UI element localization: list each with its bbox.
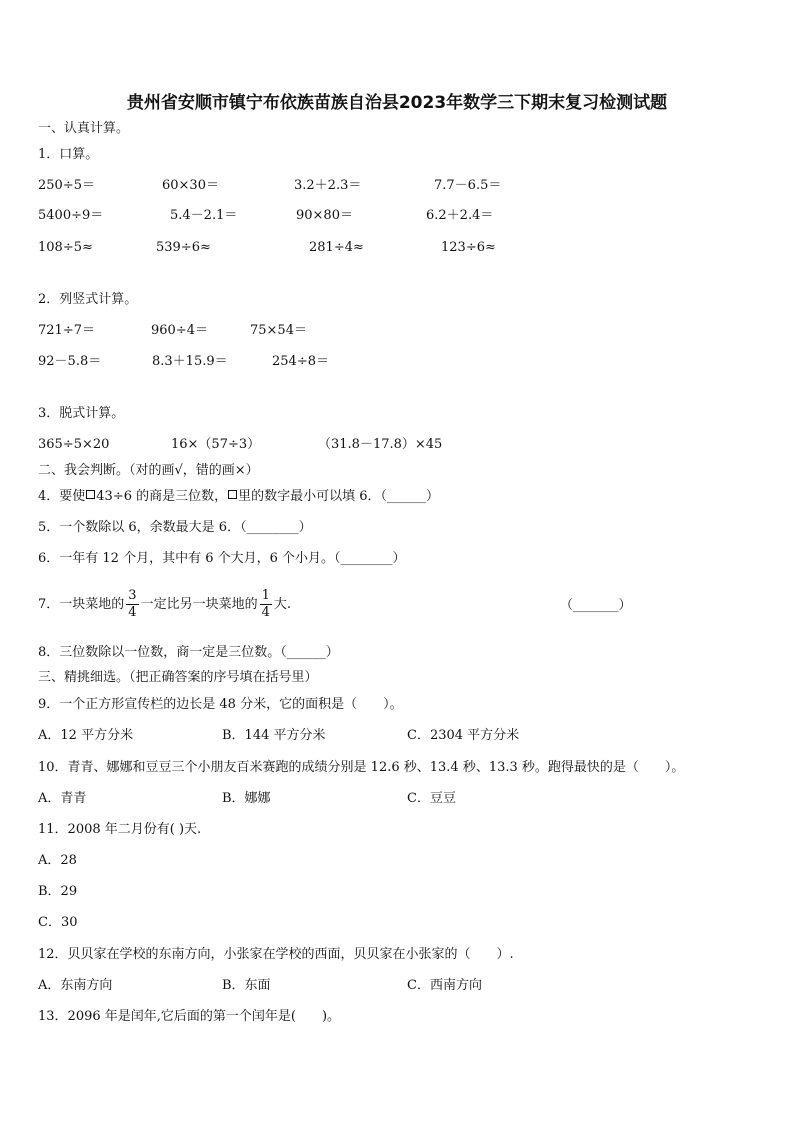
q9: 9．一个正方形宣传栏的边长是 48 分米，它的面积是（ ）。	[38, 697, 403, 712]
q10-option-a: A．青青	[38, 791, 87, 806]
q1-item: 6.2＋2.4＝	[426, 208, 494, 223]
square-box-icon	[86, 490, 95, 499]
q12-option-b: B．东面	[222, 978, 271, 993]
section-1-heading: 一、认真计算。	[38, 121, 130, 136]
fraction	[126, 588, 138, 621]
q7-mid: 一定比另一块菜地的	[140, 597, 258, 612]
q7-blank: （_______）	[560, 598, 632, 613]
q9-option-a: A．12 平方分米	[38, 728, 134, 743]
q11-option-b: B．29	[38, 884, 78, 899]
q11-option-a: A．28	[38, 853, 77, 868]
q13: 13．2096 年是闰年,它后面的第一个闰年是( )。	[38, 1009, 341, 1024]
q1-item: 250÷5＝	[38, 178, 95, 193]
fraction-denominator: 4	[261, 605, 270, 620]
fraction-denominator: 4	[128, 605, 137, 620]
q9-option-b: B．144 平方分米	[222, 728, 326, 743]
q2-item: 92－5.8＝	[38, 354, 102, 369]
q1-item: 7.7－6.5＝	[434, 178, 502, 193]
q10: 10．青青、娜娜和豆豆三个小朋友百米赛跑的成绩分别是 12.6 秒、13.4 秒、13.3 秒。跑得最快的是（ ）。	[38, 760, 685, 775]
q1-item: 123÷6≈	[441, 240, 496, 255]
q5: 5．一个数除以 6，余数最大是 6．（________）	[38, 520, 312, 535]
q10-option-b: B．娜娜	[222, 791, 271, 806]
q6: 6．一年有 12 个月，其中有 6 个大月，6 个小月。（________）	[38, 551, 406, 566]
q4-pre: 4．要使	[38, 489, 86, 504]
q7	[38, 586, 291, 624]
section-3-heading: 三、精挑细选。（把正确答案的序号填在括号里）	[38, 670, 318, 685]
q11-option-c: C．30	[38, 915, 78, 930]
q3-item: （31.8－17.8）×45	[318, 437, 443, 452]
section-2-heading: 二、我会判断。（对的画√，错的画×）	[38, 463, 259, 478]
q1-item: 3.2＋2.3＝	[294, 178, 362, 193]
q3-label: 3．脱式计算。	[38, 406, 125, 421]
q2-item: 960÷4＝	[151, 323, 208, 338]
q2-item: 8.3＋15.9＝	[152, 354, 228, 369]
fraction-numerator: 3	[128, 588, 137, 603]
q1-item: 90×80＝	[296, 208, 353, 223]
q1-item: 281÷4≈	[309, 240, 364, 255]
page-title: 贵州省安顺市镇宁布依族苗族自治县2023年数学三下期末复习检测试题	[126, 93, 668, 113]
fraction	[260, 588, 272, 621]
q2-label: 2．列竖式计算。	[38, 292, 138, 307]
q4-post: 里的数字最小可以填 6．（______）	[238, 489, 440, 504]
q1-item: 60×30＝	[162, 178, 219, 193]
q3-item: 365÷5×20	[38, 437, 110, 452]
fraction-numerator: 1	[261, 588, 270, 603]
q10-option-c: C．豆豆	[407, 791, 456, 806]
q1-label: 1．口算。	[38, 147, 99, 162]
q2-item: 721÷7＝	[38, 323, 95, 338]
q1-item: 108÷5≈	[38, 240, 93, 255]
q1-item: 5400÷9＝	[38, 208, 104, 223]
q4	[38, 488, 439, 506]
q2-item: 254÷8＝	[272, 354, 329, 369]
square-box-icon	[228, 490, 237, 499]
q9-option-c: C．2304 平方分米	[407, 728, 520, 743]
q11: 11．2008 年二月份有( )天.	[38, 822, 202, 837]
q12-option-c: C．西南方向	[407, 978, 482, 993]
q12: 12．贝贝家在学校的东南方向，小张家在学校的西面，贝贝家在小张家的（ ）.	[38, 947, 514, 962]
q7-post: 大.	[273, 597, 291, 612]
q3-item: 16×（57÷3）	[171, 437, 261, 452]
q1-item: 5.4－2.1＝	[170, 208, 238, 223]
q2-item: 75×54＝	[250, 323, 307, 338]
q7-pre: 7．一块菜地的	[38, 597, 125, 612]
q1-item: 539÷6≈	[156, 240, 211, 255]
q4-mid: 43÷6 的商是三位数，	[96, 489, 228, 504]
q12-option-a: A．东南方向	[38, 978, 113, 993]
q8: 8．三位数除以一位数，商一定是三位数。（______）	[38, 645, 339, 660]
